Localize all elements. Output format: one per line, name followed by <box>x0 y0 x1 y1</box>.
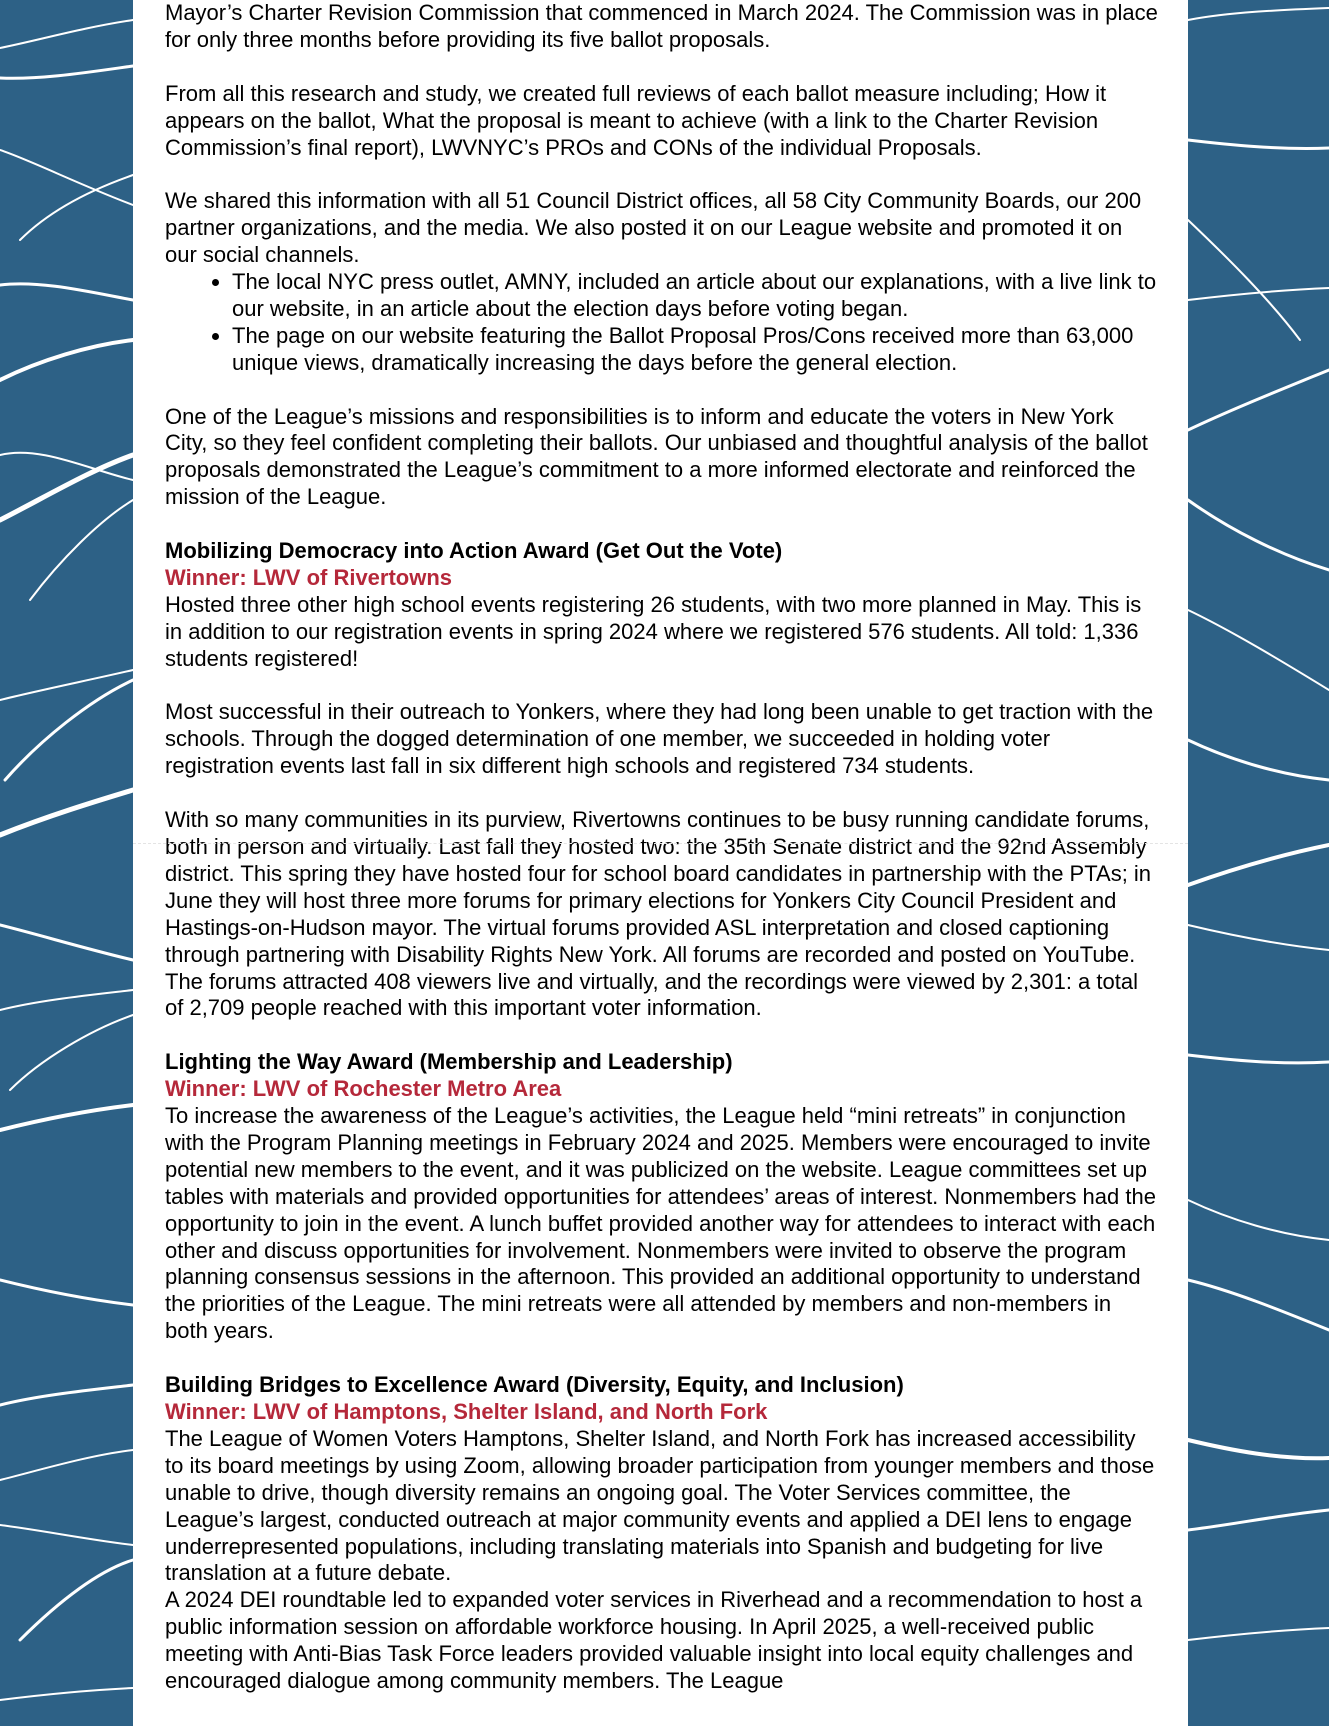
intro-paragraph-2: From all this research and study, we created full reviews of each ballot measure including; How it appears on the ballot, What the proposal is meant to achieve (with a link to the Charter Revision Commission’s final report), LWVNYC’s PROs and CONs of the individual Proposals. <box>165 80 1107 160</box>
intro-paragraph-1: Mayor’s Charter Revision Commission that commenced in March 2024. The Commission was in place for only three months before providing its five ballot proposals. <box>165 0 1158 52</box>
award-paragraph: Hosted three other high school events registering 26 students, with two more planned in May. This is in addition to our registration events in spring 2024 where we registered 576 students. All told: 1,336 students registered! <box>165 591 1142 671</box>
intro-paragraph-3: We shared this information with all 51 Council District offices, all 58 City Community Boards, our 200 partner organizations, and the media. We also posted it on our League website and promoted it on our social channels. <box>165 188 1142 268</box>
intro-paragraph-4: One of the League’s missions and responsibilities is to inform and educate the voters in New York City, so they feel confident completing their ballots. Our unbiased and thoughtful analysis of the ballot proposals demonstrated the League’s commitment to a more informed electorate and reinforced the mission of the League. <box>165 403 1148 510</box>
award-title-membership-leadership: Lighting the Way Award (Membership and Leadership) <box>165 1049 733 1075</box>
award-paragraph: The League of Women Voters Hamptons, Shelter Island, and North Fork has increased accessibility to its board meetings by using Zoom, allowing broader participation from younger members and those unable to drive, though diversity remains an ongoing goal. The Voter Services committee, the League’s largest, conducted outreach at major community events and applied a DEI lens to engage underrepresented populations, including translating materials into Spanish and budgeting for live translation at a future debate. <box>165 1425 1155 1586</box>
winner-label-hamptons: Winner: LWV of Hamptons, Shelter Island, and North Fork <box>165 1399 768 1424</box>
bullet-item: • The local NYC press outlet, AMNY, included an article about our explanations, with a live link to our website, in an article about the election days before voting began. <box>232 269 1158 323</box>
bullet-item: • The page on our website featuring the Ballot Proposal Pros/Cons received more than 63,000 unique views, dramatically increasing the days before the general election. <box>232 323 1158 377</box>
document-page <box>133 0 1188 1726</box>
winner-label-rivertowns: Winner: LWV of Rivertowns <box>165 564 453 590</box>
award-paragraph: Most successful in their outreach to Yonkers, where they had long been unable to get traction with the schools. Through the dogged determination of one member, we succeeded in holding voter registration events last fall in six different high schools and registered 734 students. <box>165 699 1154 779</box>
award-title-dei: Building Bridges to Excellence Award (Diversity, Equity, and Inclusion) <box>165 1372 904 1398</box>
page-break-divider <box>133 843 1188 844</box>
award-paragraph: To increase the awareness of the League’s activities, the League held “mini retreats” in conjunction with the Program Planning meetings in February 2024 and 2025. Members were encouraged to invite potential new members to the event, and it was publicized on the website. League committees set up tables with materials and provided opportunities for attendees’ areas of interest. Nonmembers had the opportunity to join in the event. A lunch buffet provided another way for attendees to interact with each other and discuss opportunities for involvement. Nonmembers were invited to observe the program planning consensus sessions in the afternoon. This provided an additional opportunity to understand the priorities of the League. The mini retreats were all attended by members and non-members in both years. <box>165 1103 1156 1344</box>
award-paragraph: With so many communities in its purview, Rivertowns continues to be busy running candidate forums, both in person and virtually. Last fall they hosted two: the 35th Senate district and the 92nd Assembly district. This spring they have hosted four for school board candidates in partnership with the PTAs; in June they will host three more forums for primary elections for Yonkers City Council President and Hastings-on-Hudson mayor. The virtual forums provided ASL interpretation and closed captioning through partnering with Disability Rights New York. All forums are recorded and posted on YouTube. The forums attracted 408 viewers live and virtually, and the recordings were viewed by 2,301: a total of 2,709 people reached with this important voter information. <box>165 807 1152 1021</box>
bullet-list <box>165 269 1158 377</box>
document-content <box>133 0 1188 1695</box>
award-title-get-out-the-vote: Mobilizing Democracy into Action Award (Get Out the Vote) <box>165 538 783 564</box>
award-paragraph: A 2024 DEI roundtable led to expanded voter services in Riverhead and a recommendation to host a public information session on affordable workforce housing. In April 2025, a well-received public meeting with Anti-Bias Task Force leaders provided valuable insight into local equity challenges and encouraged dialogue among community members. The League <box>165 1587 1143 1694</box>
winner-label-rochester: Winner: LWV of Rochester Metro Area <box>165 1076 562 1102</box>
